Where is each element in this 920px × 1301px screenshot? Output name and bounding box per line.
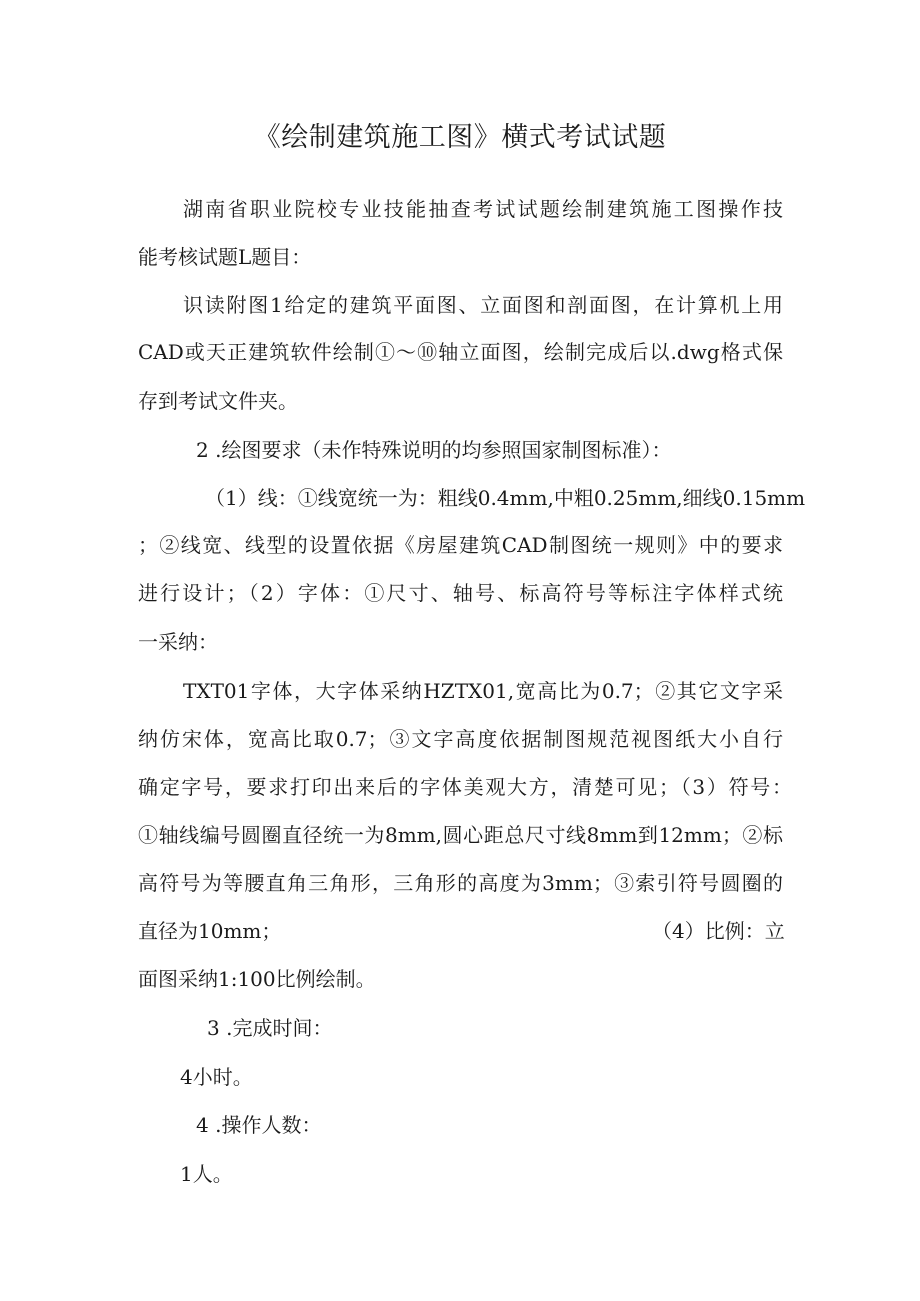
paragraph-line: 湖南省职业院校专业技能抽查考试试题绘制建筑施工图操作技 (183, 197, 783, 221)
paragraph-line: 纳仿宋体，宽高比取0.7；③文字高度依据制图规范视图纸大小自行 (138, 727, 783, 751)
paragraph-line: 4小时。 (180, 1065, 253, 1089)
section-heading: 3 .完成时间： (207, 1016, 333, 1040)
paragraph-line: TXT01字体，大字体采纳HZTX01,宽高比为0.7；②其它文字采 (183, 679, 783, 703)
paragraph-line: 能考核试题L题目： (138, 245, 312, 269)
paragraph-line: ①轴线编号圆圈直径统一为8mm,圆心距总尺寸线8mm到12mm；②标 (138, 823, 783, 847)
paragraph-line: 一采纳： (138, 630, 218, 654)
paragraph-line: （4）比例：立 (652, 919, 785, 943)
section-heading: 4 .操作人数： (196, 1113, 322, 1137)
paragraph-line: 1人。 (180, 1162, 233, 1186)
paragraph-line: 直径为10mm； (138, 919, 282, 943)
paragraph-line: 存到考试文件夹。 (138, 389, 298, 413)
document-title: 《绘制建筑施工图》横式考试试题 (253, 122, 667, 153)
paragraph-line: 高符号为等腰直角三角形，三角形的高度为3mm；③索引符号圆圈的 (138, 871, 783, 895)
paragraph-line: 进行设计；（2）字体：①尺寸、轴号、标高符号等标注字体样式统 (138, 581, 783, 605)
paragraph-line: ；②线宽、线型的设置依据《房屋建筑CAD制图统一规则》中的要求 (138, 533, 783, 557)
section-heading: 2 .绘图要求（未作特殊说明的均参照国家制图标准）： (196, 438, 672, 462)
paragraph-line: CAD或天正建筑软件绘制①～⑩轴立面图，绘制完成后以.dwg格式保 (138, 340, 783, 364)
paragraph-line: （1）线：①线宽统一为：粗线0.4mm,中粗0.25mm,细线0.15mm (205, 486, 806, 510)
paragraph-line: 确定字号，要求打印出来后的字体美观大方，清楚可见；（3）符号： (138, 775, 792, 799)
paragraph-line: 识读附图1给定的建筑平面图、立面图和剖面图，在计算机上用 (183, 293, 783, 317)
paragraph-line: 面图采纳1:100比例绘制。 (138, 967, 376, 991)
